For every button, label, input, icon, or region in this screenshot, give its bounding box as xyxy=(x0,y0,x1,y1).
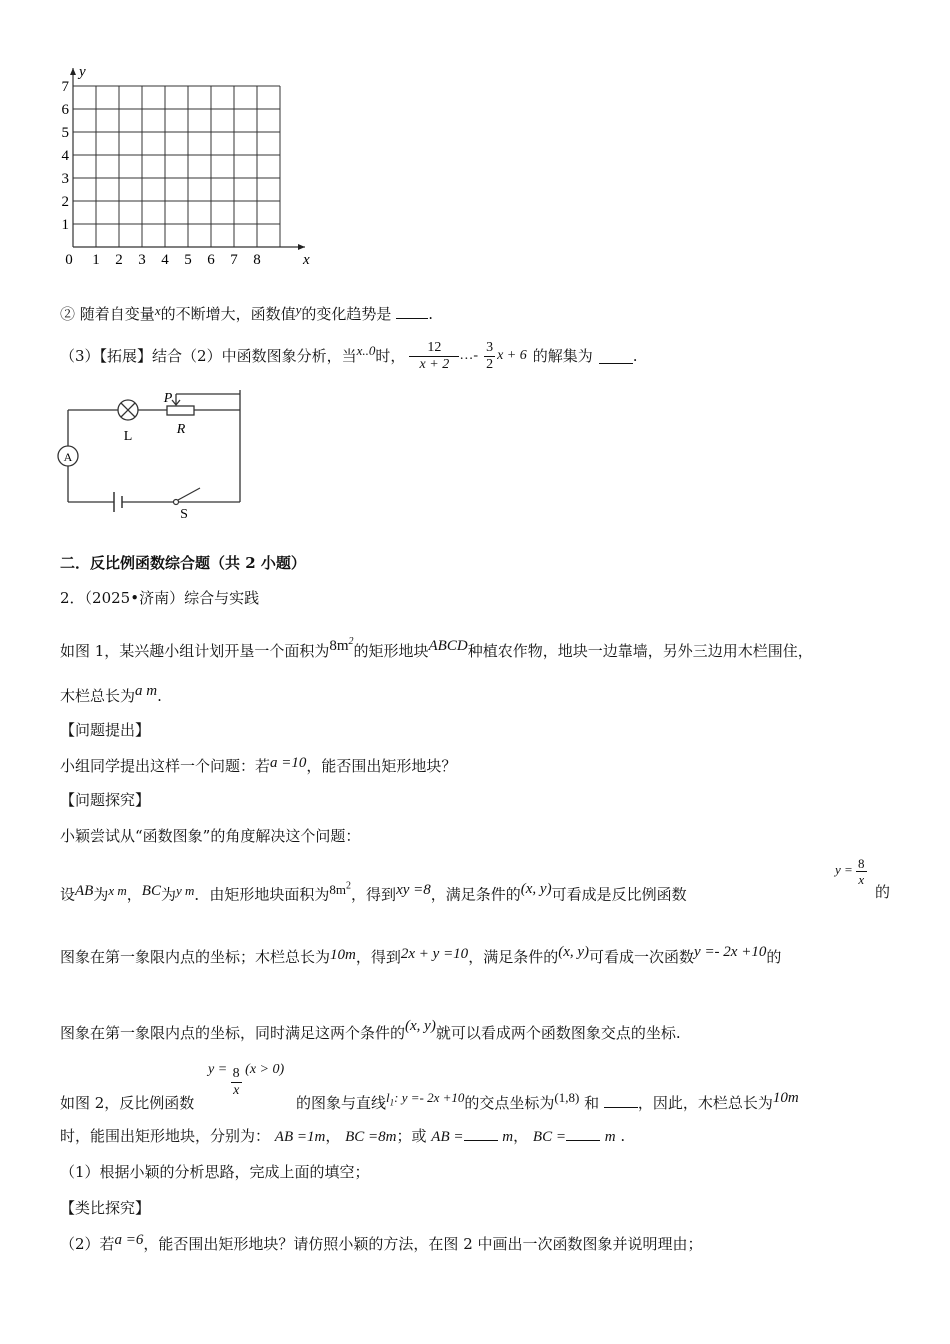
coordinate-grid xyxy=(40,55,310,275)
circuit-diagram xyxy=(50,388,250,523)
x-tick-label: 7 xyxy=(230,252,238,268)
text: ；或 xyxy=(396,1127,427,1145)
text: 的 xyxy=(875,883,891,901)
ab-equals: AB = xyxy=(431,1129,464,1145)
unit-m: m xyxy=(604,1129,616,1145)
grid-lines xyxy=(73,86,280,247)
point-1-8: (1,8) xyxy=(554,1090,580,1105)
expression: x + 6 xyxy=(497,348,527,363)
x-axis-arrow-icon xyxy=(298,244,305,250)
text: ，满足条件的 xyxy=(468,948,559,966)
linear-equation: 2x + y =10 xyxy=(400,946,469,962)
fraction-12-over-x-plus-2 xyxy=(409,340,459,373)
text: 种植农作物，地块一边靠墙，另外三边用木栏围住， xyxy=(467,642,813,660)
ten-m: 10m xyxy=(330,947,356,963)
explore-intro: 小颖尝试从“函数图象”的角度解决这个问题： xyxy=(60,827,361,845)
x-tick-label: 4 xyxy=(161,252,169,268)
text: 时，能围出矩形地块，分别为： xyxy=(60,1127,271,1145)
a-m-expr: a m xyxy=(135,683,158,699)
abcd-label: ABCD xyxy=(428,638,468,654)
x-axis-label: x xyxy=(303,252,310,268)
linear-function: y =- 2x +10 xyxy=(694,944,767,960)
bc-label: BC xyxy=(141,883,161,900)
text: 如图 2，反比例函数 xyxy=(60,1094,195,1112)
numerator: 8 xyxy=(232,1066,240,1081)
xy-pair: (x, y) xyxy=(520,881,552,898)
x-tick-label: 2 xyxy=(115,252,123,268)
ammeter-label: A xyxy=(63,450,73,464)
text: （2）若 xyxy=(60,1235,115,1253)
heading-problem-raise: 【问题提出】 xyxy=(60,721,151,739)
question-2 xyxy=(60,1234,703,1255)
a-equals-6: a =6 xyxy=(114,1232,144,1248)
y-tick-label: 4 xyxy=(61,148,69,164)
fraction xyxy=(231,1066,242,1099)
line-l1 xyxy=(386,1090,465,1108)
question-line xyxy=(60,756,456,777)
period: . xyxy=(632,347,638,365)
numerator: 8 xyxy=(858,856,865,871)
period: . xyxy=(428,305,433,323)
text: ，得到 xyxy=(355,948,401,966)
text: ，能否围出矩形地块？ xyxy=(306,757,457,775)
text: 木栏总长为 xyxy=(60,687,136,705)
y-equals-8-over-x xyxy=(835,856,867,887)
ten-m: 10m xyxy=(772,1090,799,1106)
xy-equals-8: xy =8 xyxy=(396,882,431,899)
text: . xyxy=(157,687,162,705)
setup-line-3 xyxy=(60,1018,681,1044)
y-tick-label: 7 xyxy=(61,79,69,95)
answer-blank-bc[interactable] xyxy=(566,1126,600,1141)
unit-m: m xyxy=(502,1129,514,1145)
heading-problem-explore: 【问题探究】 xyxy=(60,791,151,809)
resistor-label: R xyxy=(176,422,186,437)
text: 时， xyxy=(375,347,406,365)
text: ．由矩形地块面积为 xyxy=(194,885,330,904)
text: 的解集为 xyxy=(532,347,593,365)
x-tick-label: 6 xyxy=(207,252,215,268)
bc-equals-8m: BC =8m xyxy=(345,1129,397,1145)
y-equals: y = xyxy=(208,1062,228,1077)
xy-pair: (x, y) xyxy=(558,944,590,960)
area-value: 8m xyxy=(329,638,349,654)
y-tick-label: 5 xyxy=(61,125,69,141)
text: 如图 1，某兴趣小组计划开垦一个面积为 xyxy=(60,642,330,660)
heading-analogy: 【类比探究】 xyxy=(60,1199,151,1217)
question-2-sub-item xyxy=(60,300,433,324)
x-m-expr: x m xyxy=(108,883,127,899)
setup-line-2 xyxy=(60,944,782,968)
period: . xyxy=(620,1127,626,1145)
text: ，能否围出矩形地块？请仿照小颖的方法，在图 2 中画出一次函数图象并说明理由； xyxy=(143,1235,703,1253)
y-tick-label: 3 xyxy=(61,171,69,187)
var-x: x xyxy=(154,303,161,318)
lamp-label: L xyxy=(123,429,133,444)
text: ，因此，木栏总长为 xyxy=(637,1094,773,1112)
denominator: 2 xyxy=(486,356,494,372)
answer-blank[interactable] xyxy=(599,349,633,364)
denominator: x + 2 xyxy=(419,356,450,372)
question-1: （1）根据小颖的分析思路，完成上面的填空； xyxy=(60,1163,370,1181)
text: （3）【拓展】结合（2）中函数图象分析，当 xyxy=(60,347,357,365)
problem-2-para-1 xyxy=(60,638,813,662)
fraction-3-over-2 xyxy=(484,340,495,373)
text: ，满足条件的 xyxy=(430,885,521,904)
text: 的不断增大，函数值 xyxy=(160,305,296,323)
setup-line-1 xyxy=(60,882,687,905)
line-equation: : y =- 2x +10 xyxy=(394,1090,465,1105)
answer-blank[interactable] xyxy=(604,1093,638,1108)
y-equals: y = xyxy=(835,862,853,877)
denominator: x xyxy=(233,1083,240,1098)
text: 随着自变量 xyxy=(79,305,155,323)
text: 为 xyxy=(160,885,176,904)
text: 的交点坐标为 xyxy=(464,1094,555,1112)
exponent: 2 xyxy=(348,636,354,647)
y-axis-label: y xyxy=(79,64,86,80)
text: ， xyxy=(513,1127,529,1145)
text: 的图象与直线 xyxy=(296,1094,387,1112)
text: 图象在第一象限内点的坐标，同时满足这两个条件的 xyxy=(60,1024,406,1042)
fraction xyxy=(856,856,867,887)
l: l xyxy=(386,1090,390,1105)
numerator: 12 xyxy=(409,340,459,357)
intersection-line xyxy=(296,1090,799,1119)
text: 可看成一次函数 xyxy=(589,948,695,966)
y-m-expr: y m xyxy=(175,883,195,899)
answer-blank[interactable] xyxy=(396,304,428,319)
x-tick-label: 5 xyxy=(184,252,192,268)
xy-pair: (x, y) xyxy=(405,1018,436,1034)
denominator: x xyxy=(858,872,865,887)
exponent: 2 xyxy=(346,881,352,892)
ab-equals-1m: AB =1m xyxy=(274,1129,326,1145)
answer-blank-ab[interactable] xyxy=(464,1126,498,1141)
switch-label: S xyxy=(180,507,188,522)
inequality-sign: …- xyxy=(459,348,479,363)
section-heading: 二．反比例函数综合题（共 2 小题） xyxy=(60,554,306,572)
subscript: 1 xyxy=(389,1097,395,1108)
y-axis-arrow-icon xyxy=(70,68,76,75)
battery-icon xyxy=(114,492,122,512)
problem-2-header: 2．（2025•济南）综合与实践 xyxy=(60,589,260,607)
x-tick-label: 3 xyxy=(138,252,146,268)
ab-label: AB xyxy=(75,883,94,900)
y-tick-label: 6 xyxy=(61,102,69,118)
text: 图象在第一象限内点的坐标；木栏总长为 xyxy=(60,948,331,966)
x-tick-label: 1 xyxy=(92,252,100,268)
text: 可看成是反比例函数 xyxy=(551,885,687,904)
text: ， xyxy=(126,885,142,904)
area-expr xyxy=(329,638,353,654)
y-tick-label: 1 xyxy=(61,217,69,233)
text: 和 xyxy=(584,1094,600,1112)
x-tick-labels xyxy=(65,252,261,268)
a-equals-10: a =10 xyxy=(270,755,307,771)
x-tick-label: 0 xyxy=(65,252,73,268)
domain-condition: (x > 0) xyxy=(245,1062,285,1077)
var-y: y xyxy=(295,302,302,317)
text: 小组同学提出这样一个问题：若 xyxy=(60,757,271,775)
condition-x: x..0 xyxy=(356,343,376,358)
question-3-extension xyxy=(60,334,638,378)
text: ，得到 xyxy=(351,885,397,904)
text: 为 xyxy=(93,885,109,904)
text: 设 xyxy=(60,885,76,904)
y-tick-labels xyxy=(62,79,70,233)
y-tick-label: 2 xyxy=(61,194,69,210)
text: 的变化趋势是 xyxy=(301,305,392,323)
bc-equals: BC = xyxy=(532,1129,566,1145)
rheostat-icon xyxy=(167,394,240,415)
area-value: 8m xyxy=(329,882,347,898)
x-tick-label: 8 xyxy=(253,252,261,268)
area-expr-2 xyxy=(329,882,351,897)
slider-label: P xyxy=(163,391,173,406)
text: 的 xyxy=(766,948,782,966)
rect-dimensions-line xyxy=(60,1126,625,1147)
text: ， xyxy=(325,1127,341,1145)
circle-2-marker: ② xyxy=(60,305,76,323)
numerator: 3 xyxy=(486,339,494,355)
lamp-icon xyxy=(118,400,138,420)
text: 的矩形地块 xyxy=(353,642,429,660)
problem-2-para-2 xyxy=(60,683,162,707)
inverse-function-expr xyxy=(208,1062,285,1099)
text: 就可以看成两个函数图象交点的坐标. xyxy=(435,1024,681,1042)
